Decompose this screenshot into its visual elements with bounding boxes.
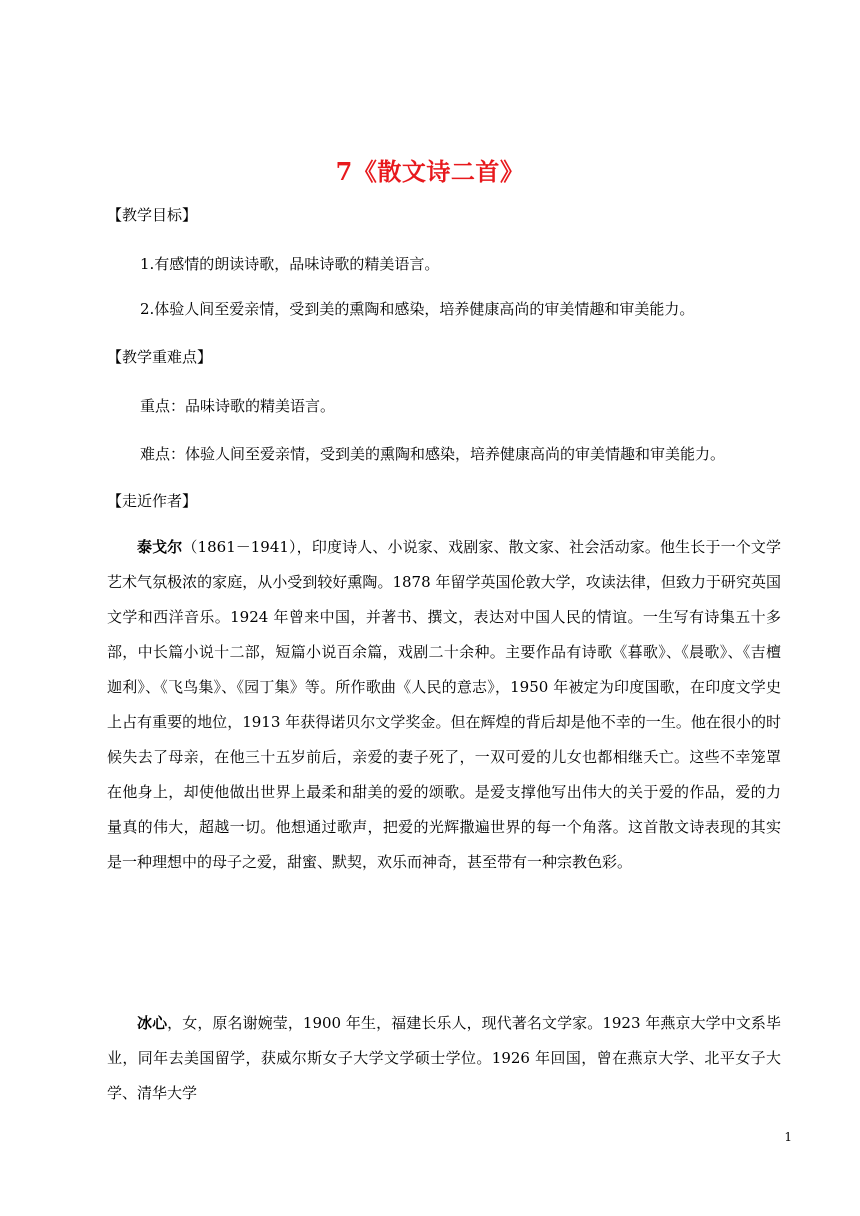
tagore-paragraph bbox=[107, 530, 781, 880]
teaching-goals-heading: 【教学目标】 bbox=[107, 206, 198, 224]
page-number: 1 bbox=[784, 1130, 792, 1144]
page-title: 7《散文诗二首》 bbox=[335, 157, 525, 186]
goal-item-1: 1.有感情的朗读诗歌，品味诗歌的精美语言。 bbox=[140, 255, 440, 273]
goal-item-2: 2.体验人间至爱亲情，受到美的熏陶和感染，培养健康高尚的审美情趣和审美能力。 bbox=[140, 300, 695, 318]
bingxin-name: 冰心 bbox=[137, 1014, 168, 1032]
tagore-text: （1861－1941），印度诗人、小说家、戏剧家、散文家、社会活动家。他生长于一个文学艺术气氛极浓的家庭，从小受到较好熏陶。1878 年留学英国伦敦大学，攻读法律，但致力于研究英国文学和西洋音乐。1924 年曾来中国，并著书、撰文，表达对中国人民的情谊。一生写有诗集五十多部，中长篇小说十二部，短篇小说百余篇，戏剧二十余种。主要作品有诗歌《暮歌》、《晨歌》、《吉檀迦利》、《飞鸟集》、《园丁集》等。所作歌曲《人民的意志》，1950 年被定为印度国歌，在印度文学史上占有重要的地位，1913 年获得诺贝尔文学奖金。但在辉煌的背后却是他不幸的一生。他在很小的时候失去了母亲，在他三十五岁前后，亲爱的妻子死了，一双可爱的儿女也都相继夭亡。这些不幸笼罩在他身上，却使他做出世界上最柔和甜美的爱的颂歌。是爱支撑他写出伟大的关于爱的作品，爱的力量真的伟大，超越一切。他想通过歌声，把爱的光辉撒遍世界的每一个角落。这首散文诗表现的其实是一种理想中的母子之爱，甜蜜、默契，欢乐而神奇，甚至带有一种宗教色彩。 bbox=[107, 538, 781, 871]
bingxin-text: ，女，原名谢婉莹，1900 年生，福建长乐人，现代著名文学家。1923 年燕京大学中文系毕业，同年去美国留学，获威尔斯女子大学文学硕士学位。1926 年回国，曾在燕京大学、北平女子大学、清华大学 bbox=[107, 1014, 781, 1102]
bingxin-paragraph bbox=[107, 1006, 781, 1111]
key-point: 重点：品味诗歌的精美语言。 bbox=[140, 397, 336, 415]
tagore-name: 泰戈尔 bbox=[137, 538, 183, 556]
key-points-heading: 【教学重难点】 bbox=[107, 348, 213, 366]
difficult-point: 难点：体验人间至爱亲情，受到美的熏陶和感染，培养健康高尚的审美情趣和审美能力。 bbox=[140, 445, 726, 463]
author-heading: 【走近作者】 bbox=[107, 492, 198, 510]
